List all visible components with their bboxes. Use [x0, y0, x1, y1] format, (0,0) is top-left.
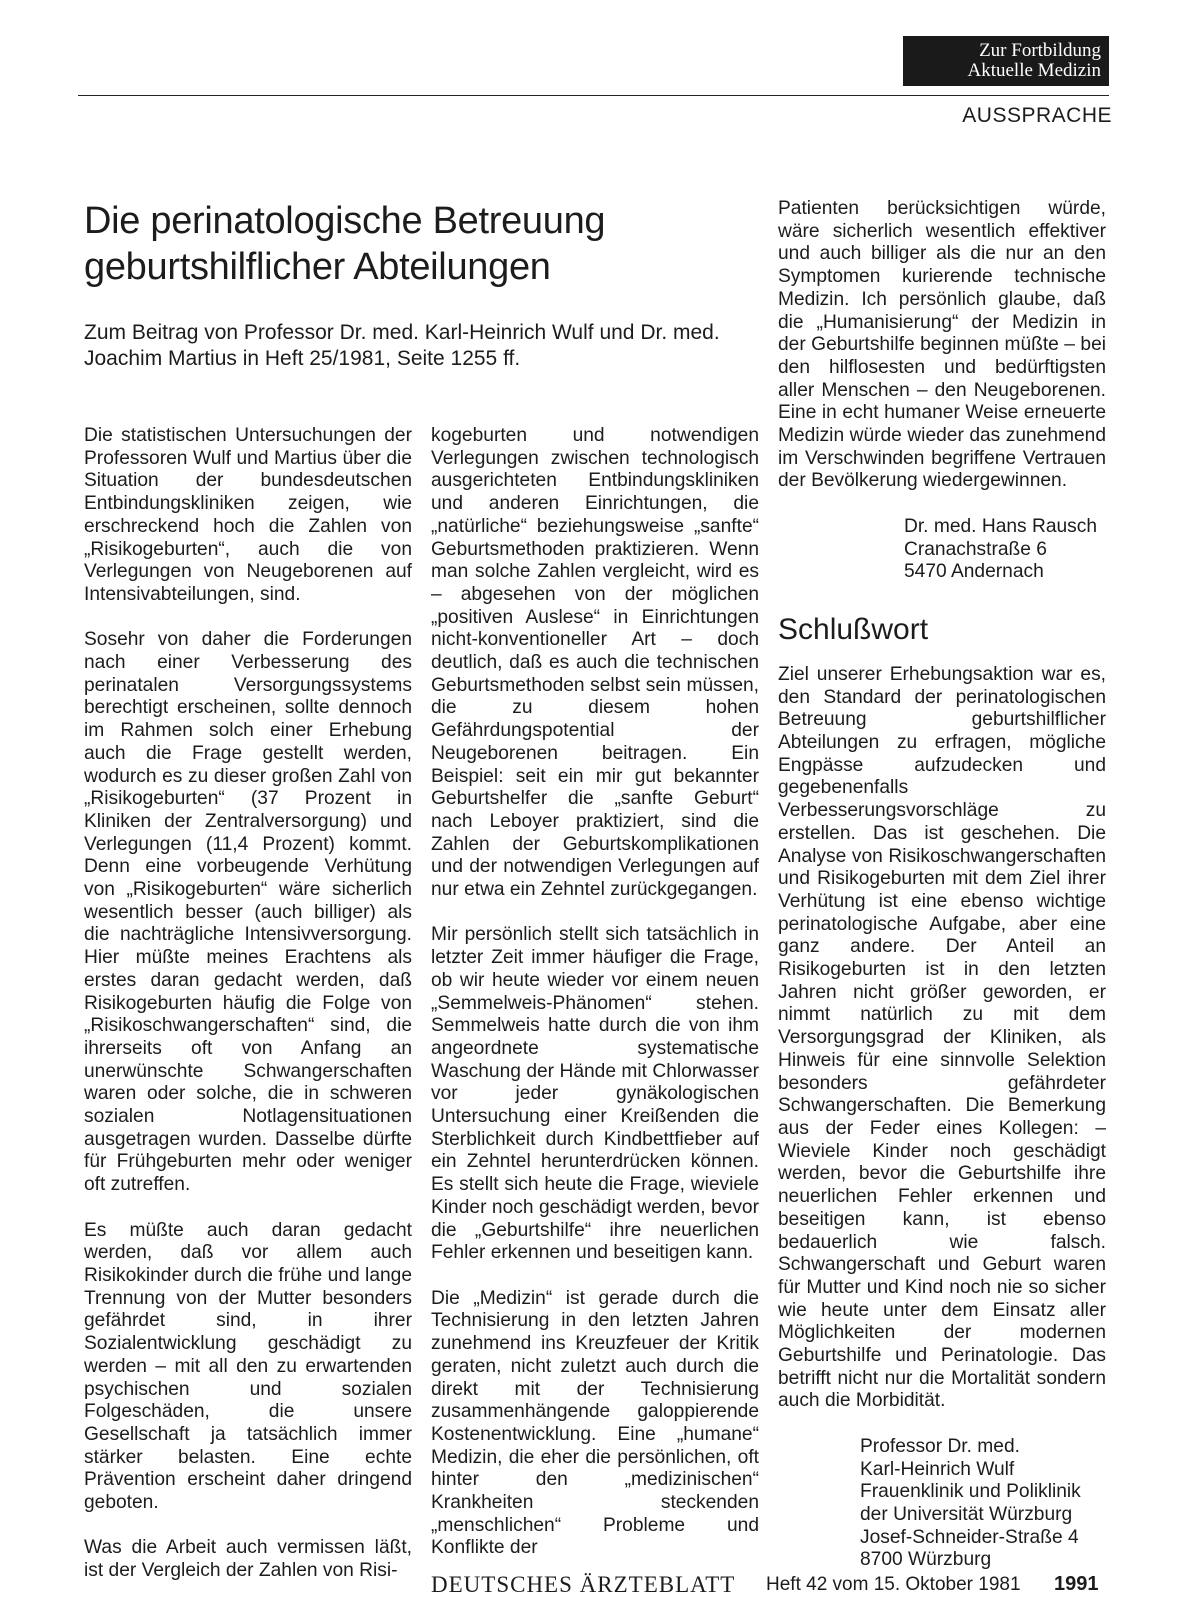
paragraph: Mir persönlich stellt sich tatsächlich in letzter Zeit immer häufiger die Frage, ob wir heute wieder vor einem neuen „Semmelweis-Phänomen“ stehen. Semmelweis hatte durch die von ihm angeordnete systematische Waschung der Hände mit Chlorwasser vor jeder gynäkologischen Untersuchung einer Kreißenden die Sterblichkeit durch Kindbettfieber auf ein Zehntel herunterdrücken können. Es stellt sich heute die Frage, wieviele Kinder noch geschädigt werden, bevor die „Geburtshilfe“ ihre neuerlichen Fehler erkennen und beseitigen kann. [431, 924, 759, 1264]
category-badge [903, 36, 1109, 86]
section-label: AUSSPRACHE [962, 104, 1112, 127]
text-column-3 [778, 198, 1106, 1572]
paragraph: Patienten berücksichtigen würde, wäre sicherlich wesentlich effektiver und auch billiger als die nur an den Symptomen kurierende technische Medizin. Ich persönlich glaube, daß die „Humanisierung“ der Medizin in der Geburtshilfe beginnen müßte – bei den hilflosesten und bedürftigsten aller Menschen – den Neugeborenen. Eine in echt humaner Weise erneuerte Medizin würde wieder das zunehmend im Verschwinden begriffene Vertrauen der Bevölkerung wiedergewinnen. [778, 198, 1106, 492]
paragraph: Die statistischen Untersuchungen der Professoren Wulf und Martius über die Situation der bundesdeutschen Entbindungskliniken zeigen, wie erschreckend hoch die Zahlen von „Risikogeburten“, auch die von Verlegungen von Neugeborenen auf Intensivabteilungen, sind. [84, 425, 412, 605]
text-column-2 [431, 425, 759, 1560]
paragraph: Was die Arbeit auch vermissen läßt, ist der Vergleich der Zahlen von Risi- [84, 1537, 412, 1582]
footer-page-number: 1991 [1054, 1573, 1099, 1595]
category-badge-line-2: Aktuelle Medizin [967, 60, 1101, 81]
schlusswort-heading: Schlußwort [778, 612, 929, 646]
signature-line: 8700 Würzburg [860, 1549, 992, 1571]
reply-signature [860, 1436, 1106, 1572]
paragraph: Es müßte auch daran gedacht werden, daß vor allem auch Risikokinder durch die frühe und lange Trennung von der Mutter besonders gefährdet sind, in ihrer Sozialentwicklung geschädigt zu werden – mit all den zu erwartenden psychischen und sozialen Folgeschäden, die unsere Gesellschaft ja tatsächlich immer stärker belasten. Eine echte Prävention erscheint daher dringend geboten. [84, 1219, 412, 1514]
paragraph: Sosehr von daher die Forderungen nach einer Verbesserung des perinatalen Versorgungssystems berechtigt erscheinen, sollte dennoch im Rahmen solch einer Erhebung auch die Frage gestellt werden, wodurch es zu dieser großen Zahl von „Risikogeburten“ (37 Prozent in Kliniken der Zentralversorgung) und Verlegungen (11,4 Prozent) kommt. Denn eine vorbeugende Verhütung von „Risikogeburten“ wäre sicherlich wesentlich besser (auch billiger) als die nachträgliche Intensivversorgung. Hier müßte meines Erachtens als erstes daran gedacht werden, daß Risikogeburten häufig die Folge von „Risikoschwangerschaften“ sind, die ihrerseits oft von Anfang an unerwünschte Schwangerschaften waren oder solche, die in schweren sozialen Notlagensituationen ausgetragen wurden. Dasselbe dürfte für Frühgeburten mehr oder weniger oft zutreffen. [84, 629, 412, 1196]
paragraph: Ziel unserer Erhebungsaktion war es, den Standard der perinatologischen Betreuung geburtshilflicher Abteilungen zu erfragen, mögliche Engpässe aufzudecken und gegebenenfalls Verbesserungsvorschläge zu erstellen. Das ist geschehen. Die Analyse von Risikoschwangerschaften und Risikogeburten mit dem Ziel ihrer Verhütung ist eine ebenso wichtige perinatologische Aufgabe, aber eine ganz andere. Der Anteil an Risikogeburten ist in den letzten Jahren nicht größer geworden, er nimmt natürlich zu mit dem Versorgungsgrad der Kliniken, als Hinweis für eine sinnvolle Selektion besonders gefährdeter Schwangerschaften. Die Bemerkung aus der Feder eines Kollegen: – Wieviele Kinder noch geschädigt werden, bevor die Geburtshilfe ihre neuerlichen Fehler erkennen und beseitigen kann, ist ebenso bedauerlich wie falsch. Schwangerschaft und Geburt waren für Mutter und Kind noch nie so sicher wie heute unter dem Einsatz aller Möglichkeiten der modernen Geburtshilfe und Perinatologie. Das betrifft nicht nur die Mortalität sondern auch die Morbidität. [778, 663, 1106, 1412]
article-subtitle: Zum Beitrag von Professor Dr. med. Karl-Heinrich Wulf und Dr. med. Joachim Martius in Heft 25/1981, Seite 1255 ff. [84, 321, 720, 370]
header-rule [78, 95, 1109, 96]
footer-magazine-name: DEUTSCHES ÄRZTEBLATT [431, 1572, 736, 1597]
signature-line: Karl-Heinrich Wulf [860, 1458, 1015, 1480]
signature-line: Cranachstraße 6 [904, 538, 1047, 560]
footer-issue: Heft 42 vom 15. Oktober 1981 [766, 1574, 1021, 1595]
signature-line: Professor Dr. med. [860, 1435, 1020, 1457]
signature-line: Josef-Schneider-Straße 4 [860, 1526, 1079, 1548]
signature-line: Dr. med. Hans Rausch [904, 515, 1098, 537]
text-column-1 [84, 425, 412, 1583]
signature-line: 5470 Andernach [904, 561, 1044, 583]
paragraph: kogeburten und notwendigen Verlegungen zwischen technologisch ausgerichteten Entbindungskliniken und anderen Einrichtungen, die „natürliche“ beziehungsweise „sanfte“ Geburtsmethoden praktizieren. Wenn man solche Zahlen vergleicht, wird es – abgesehen von der möglichen „positiven Auslese“ in Einrichtungen nicht-konventioneller Art – doch deutlich, daß es auch die technischen Geburtsmethoden selbst sein müssen, die zu diesem hohen Gefährdungspotential der Neugeborenen beitragen. Ein Beispiel: seit ein mir gut bekannter Geburtshelfer die „sanfte Geburt“ nach Leboyer praktiziert, sind die Zahlen der Geburtskomplikationen und der notwendigen Verlegungen auf nur etwa ein Zehntel zurückgegangen. [431, 425, 759, 901]
paragraph: Die „Medizin“ ist gerade durch die Technisierung in den letzten Jahren zunehmend ins Kreuzfeuer der Kritik geraten, nicht zuletzt auch durch die direkt mit der Technisierung zusammenhängende galoppierende Kostenentwicklung. Eine „humane“ Medizin, die eher die persönlichen, oft hinter den „medizinischen“ Krankheiten steckenden „menschlichen“ Probleme und Konflikte der [431, 1287, 759, 1559]
category-badge-line-1: Zur Fortbildung [979, 40, 1101, 61]
signature-line: Frauenklinik und Poliklinik [860, 1481, 1081, 1503]
article-title: Die perinatologische Betreuung geburtshilflicher Abteilungen [84, 200, 606, 288]
signature-line: der Universität Würzburg [860, 1503, 1073, 1525]
letter-signature [904, 516, 1106, 584]
